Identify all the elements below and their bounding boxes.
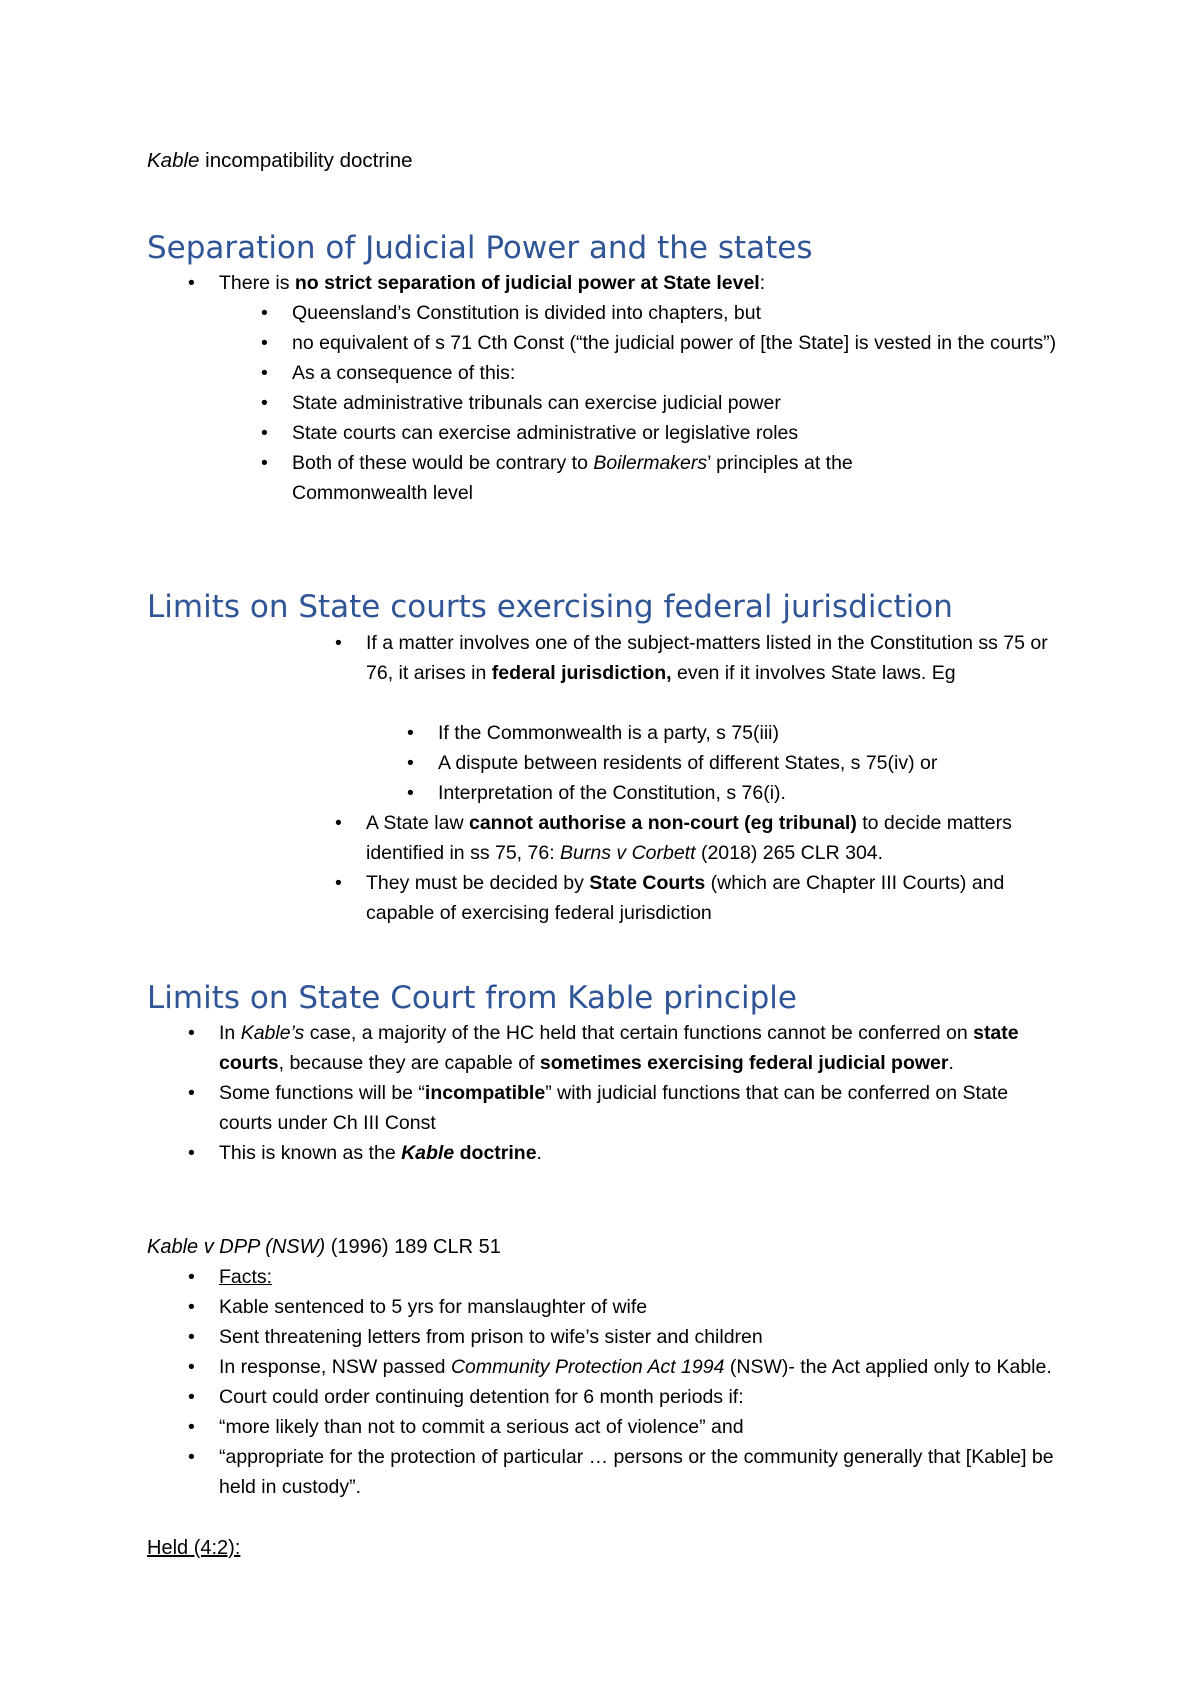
section-heading-kable-principle: Limits on State Court from Kable principle bbox=[147, 980, 797, 1016]
list-item: • There is no strict separation of judicial power at State level: bbox=[219, 268, 1059, 298]
list-item: • no equivalent of s 71 Cth Const (“the judicial power of [the State] is vested in the courts”) bbox=[292, 328, 1062, 358]
list-item: • Some functions will be “incompatible” with judicial functions that can be conferred on State courts under Ch III Const bbox=[219, 1078, 1059, 1138]
document-title: Kable incompatibility doctrine bbox=[147, 149, 413, 172]
list-item: • If a matter involves one of the subject-matters listed in the Constitution ss 75 or 76, it arises in federal jurisdiction, even if it involves State laws. Eg bbox=[366, 628, 1056, 688]
held-label: Held (4:2): bbox=[147, 1537, 241, 1559]
list-item: • In Kable’s case, a majority of the HC held that certain functions cannot be conferred on state courts, because they are capable of sometimes exercising federal judicial power. bbox=[219, 1018, 1059, 1078]
list-item: • If the Commonwealth is a party, s 75(iii) bbox=[438, 718, 1058, 748]
section-heading-separation: Separation of Judicial Power and the states bbox=[147, 230, 813, 266]
list-item: • State courts can exercise administrative or legislative roles bbox=[292, 418, 1062, 448]
list-item: • “more likely than not to commit a serious act of violence” and bbox=[219, 1412, 1059, 1442]
list-item: • Sent threatening letters from prison to wife’s sister and children bbox=[219, 1322, 1059, 1352]
list-item: • As a consequence of this: bbox=[292, 358, 1062, 388]
list-item: • In response, NSW passed Community Protection Act 1994 (NSW)- the Act applied only to Kable. bbox=[219, 1352, 1059, 1382]
list-item: • A State law cannot authorise a non-court (eg tribunal) to decide matters identified in ss 75, 76: Burns v Corbett (2018) 265 CLR 304. bbox=[366, 808, 1056, 868]
section1-sublist bbox=[292, 298, 1062, 508]
list-item: • A dispute between residents of different States, s 75(iv) or bbox=[438, 748, 1058, 778]
list-item: • “appropriate for the protection of particular … persons or the community generally that [Kable] be held in custody”. bbox=[219, 1442, 1059, 1502]
section2-list-b bbox=[366, 808, 1056, 928]
case-title: Kable v DPP (NSW) (1996) 189 CLR 51 bbox=[147, 1236, 501, 1258]
list-item: • State administrative tribunals can exercise judicial power bbox=[292, 388, 1062, 418]
section-heading-federal-jurisdiction: Limits on State courts exercising federal jurisdiction bbox=[147, 589, 953, 625]
list-item: • Kable sentenced to 5 yrs for manslaughter of wife bbox=[219, 1292, 1059, 1322]
list-item: • Interpretation of the Constitution, s 76(i). bbox=[438, 778, 1058, 808]
list-item: • Queensland’s Constitution is divided into chapters, but bbox=[292, 298, 1062, 328]
section2-sublist bbox=[438, 718, 1058, 808]
list-item: • Court could order continuing detention for 6 month periods if: bbox=[219, 1382, 1059, 1412]
list-item: • They must be decided by State Courts (which are Chapter III Courts) and capable of exercising federal jurisdiction bbox=[366, 868, 1056, 928]
list-item: • Facts: bbox=[219, 1262, 1059, 1292]
section1-list bbox=[219, 268, 1059, 298]
case-list bbox=[219, 1262, 1059, 1502]
list-item: • This is known as the Kable doctrine. bbox=[219, 1138, 1059, 1168]
section2-list bbox=[366, 628, 1056, 688]
list-item: • Both of these would be contrary to Boilermakers’ principles at the Commonwealth level bbox=[292, 448, 992, 508]
section3-list bbox=[219, 1018, 1059, 1168]
